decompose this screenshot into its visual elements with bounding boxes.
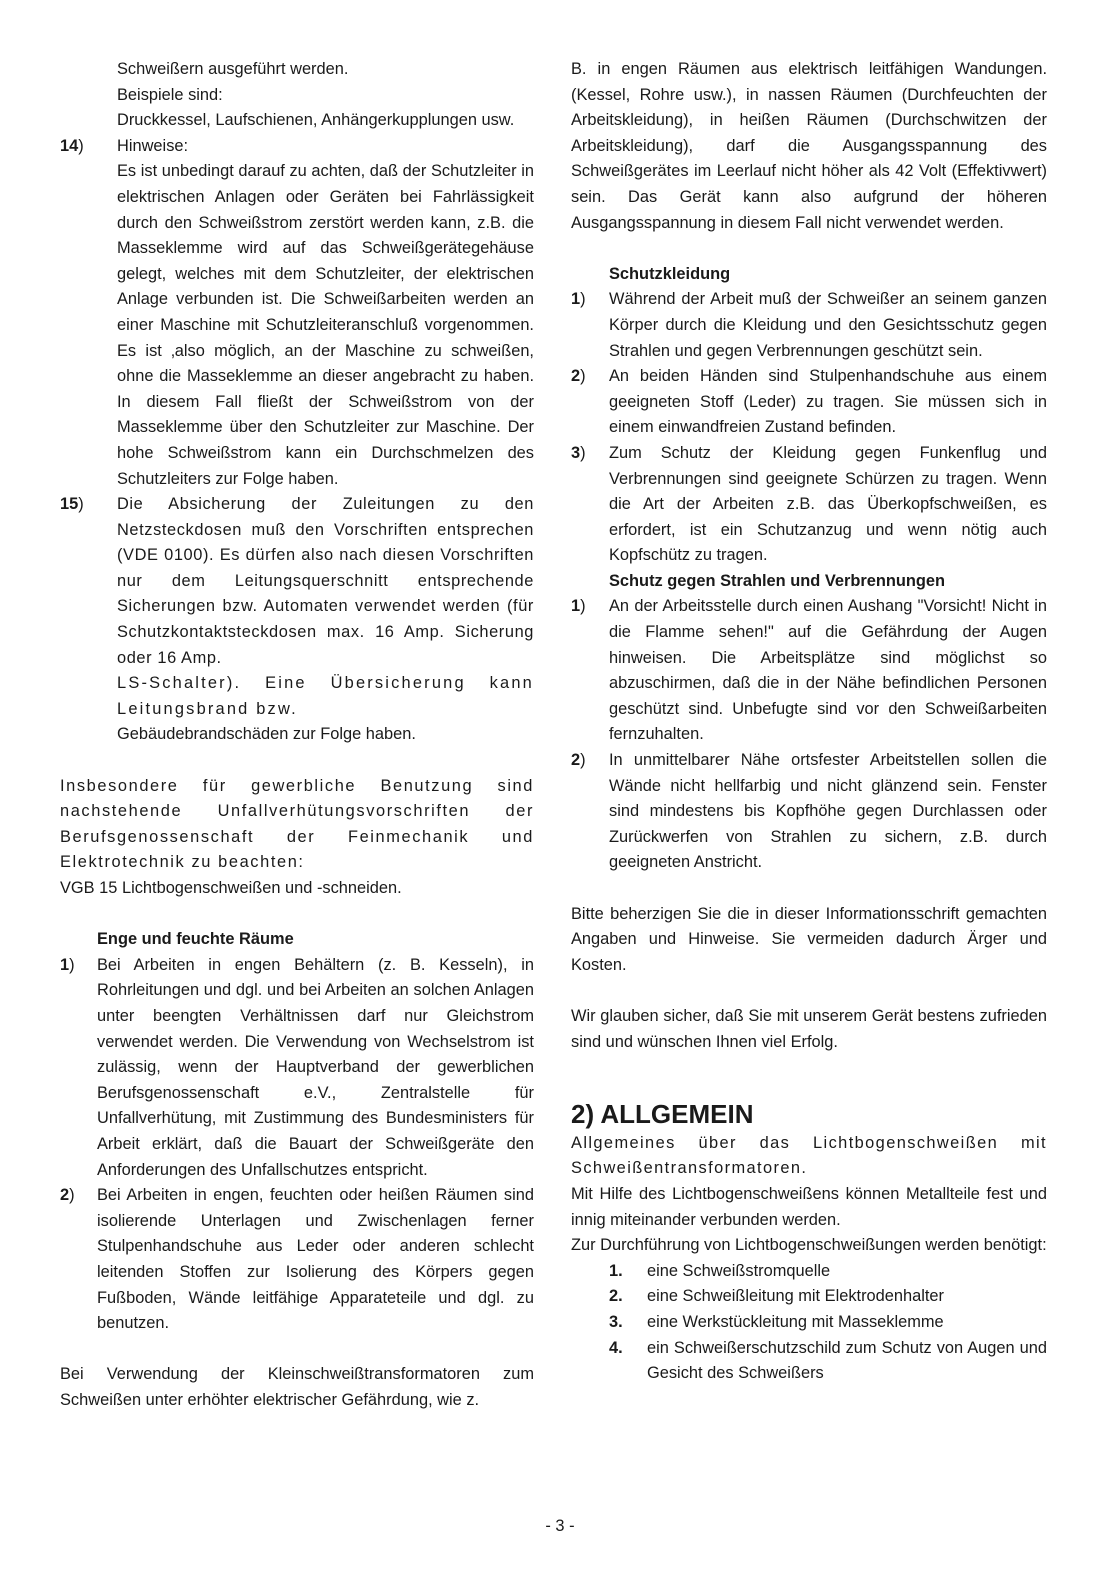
item-text: eine Werkstückleitung mit Masseklemme (647, 1312, 944, 1331)
item-text: In unmittelbarer Nähe ortsfester Arbeitstellen sollen die Wände nicht hellfarbig und nicht glänzend sein. Fenster sind mindestens bis Kopfhöhe gegen Durchlassen oder Zurückwerfen von Strahlen zu sichern, z.B. durch geeigneten Anstricht. (609, 751, 1047, 872)
section-heading: Enge und feuchte Räume (97, 930, 294, 949)
list-item (60, 1183, 534, 1337)
item-text: Gebäudebrandschäden zur Folge haben. (117, 725, 416, 744)
item-text: Bei Arbeiten in engen Behältern (z. B. Kesseln), in Rohrleitungen und dgl. und bei Arbeiten an solchen Anlagen unter beengten Verhältnissen darf nur Gleichstrom verwendet werden. Die Verwendung von Wechselstrom ist zulässig, wenn der Hauptverband der gewerblichen Berufsgenossenschaft e.V., Zentralstelle für Unfallverhütung, mit Zustimmung des Bundesministers für Arbeit erklärt, daß die Bauart der Schweißgeräte den Anforderungen des Unfallschutzes entspricht. (97, 955, 534, 1179)
item-number: 14) (60, 136, 84, 155)
item-number: 3) (571, 443, 586, 462)
paragraph: Wir glauben sicher, daß Sie mit unserem Gerät bestens zufrieden sind und wünschen Ihnen viel Erfolg. (571, 1006, 1047, 1051)
left-column (60, 57, 534, 1413)
list-item (571, 364, 1047, 441)
item-number: 1. (609, 1261, 623, 1280)
section-title: 2) ALLGEMEIN (571, 1098, 754, 1129)
list-item (571, 748, 1047, 876)
paragraph: B. in engen Räumen aus elektrisch leitfähigen Wandungen. (Kessel, Rohre usw.), in nassen Räumen (Durchfeuchten der Arbeitskleidung), in heißen Räumen (Durchschwitzen der Arbeitskleidung), darf die Ausgangsspannung des Schweißgerätes im Leerlauf nicht höher als 42 Volt (Effektivwert) sein. Das Gerät kann also aufgrund der höheren Ausgangsspannung in diesem Fall nicht verwendet werden. (571, 60, 1047, 232)
item-number: 15) (60, 495, 84, 514)
paragraph: VGB 15 Lichtbogenschweißen und -schneiden. (60, 879, 402, 897)
item-number: 2) (571, 367, 586, 386)
item-number: 2) (60, 1186, 75, 1205)
item-text: Es ist unbedingt darauf zu achten, daß der Schutzleiter in elektrischen Anlagen oder Geräten bei Fahrlässigkeit durch den Schweißstrom zerstört werden kann, z.B. die Masseklemme wird auf das Schweißgerätegehäuse gelegt, welches mit dem Schutzleiter, der elektrischen Anlage verbunden ist. Die Schweißarbeiten werden an einer Maschine mit Schutzleiteranschluß vorgenommen. Es ist ‚also möglich, an der Maschine zu schweißen, ohne die Masseklemme an dieser angebracht zu haben. In diesem Fall fließt der Schweißstrom von der Masseklemme über den Schutzleiter zur Maschine. Der hohe Schweißstrom kann ein Durchschmelzen des Schutzleiters zur Folge haben. (117, 162, 534, 488)
item-number: 2. (609, 1287, 623, 1306)
text-line: Schweißern ausgeführt werden. (117, 60, 349, 78)
list-item (571, 441, 1047, 569)
paragraph: Bitte beherzigen Sie die in dieser Informationsschrift gemachten Angaben und Hinweise. Sie vermeiden dadurch Ärger und Kosten. (571, 904, 1047, 974)
item-text: Bei Arbeiten in engen, feuchten oder heißen Räumen sind isolierende Unterlagen und Zwischenlagen ferner Stulpenhandschuhe aus Leder oder anderen schlecht leitenden Stoffen zur Isolierung des Körpers gegen Fußboden, Wände leitfähige Apparateteile und dgl. zu benutzen. (97, 1186, 534, 1333)
item-number: 1) (60, 955, 75, 974)
item-label: Hinweise: (117, 136, 189, 155)
item-text: An der Arbeitsstelle durch einen Aushang "Vorsicht! Nicht in die Flamme sehen!" auf die Gefährdung der Augen hinweisen. Die Arbeitsplätze sind möglichst so abzuschirmen, daß die in der Nähe befindlichen Personen geschützt sind. Unbefugte sind vor den Schweißarbeiten fernzuhalten. (609, 597, 1047, 744)
paragraph: Zur Durchführung von Lichtbogenschweißungen werden benötigt: (571, 1236, 1047, 1255)
item-text: Zum Schutz der Kleidung gegen Funkenflug und Verbrennungen sind geeignete Schürzen zu tragen. Wenn die Art der Arbeiten z.B. das Überkopfschweißen, es erfordert, ist ein Schutzanzug und wenn nötig auch Kopfschütz zu tragen. (609, 443, 1047, 565)
item-text: Während der Arbeit muß der Schweißer an seinem ganzen Körper durch die Kleidung und den Gesichtsschutz gegen Strahlen und gegen Verbrennungen geschützt sein. (609, 290, 1047, 360)
paragraph: Mit Hilfe des Lichtbogenschweißens können Metallteile fest und innig miteinander verbunden werden. (571, 1184, 1047, 1229)
item-text: eine Schweißleitung mit Elektrodenhalter (647, 1287, 945, 1306)
section-heading: Schutzkleidung (609, 264, 731, 283)
right-column (571, 57, 1047, 1387)
item-number: 4. (609, 1338, 623, 1357)
list-item-15 (60, 492, 534, 748)
page-number: - 3 - (545, 1517, 575, 1535)
item-number: 1) (571, 597, 586, 616)
item-number: 1) (571, 290, 586, 309)
item-text: An beiden Händen sind Stulpenhandschuhe aus einem geeigneten Stoff (Leder) zu tragen. Sie müssen sich in einem einwandfreien Zustand befinden. (609, 367, 1047, 437)
item-number: 3. (609, 1312, 623, 1331)
item-number: 2) (571, 751, 586, 770)
paragraph: Allgemeines über das Lichtbogenschweißen mit Schweißentransformatoren. (571, 1133, 1047, 1178)
paragraph: Insbesondere für gewerbliche Benutzung sind nachstehende Unfallverhütungsvorschriften der Berufsgenossenschaft der Feinmechanik und Elektrotechnik zu beachten: (60, 776, 534, 872)
section-heading: Schutz gegen Strahlen und Verbrennungen (609, 571, 946, 590)
list-item (571, 1259, 1047, 1285)
text-line: Druckkessel, Laufschienen, Anhängerkupplungen usw. (117, 111, 515, 130)
text-line: Beispiele sind: (117, 85, 223, 104)
list-item (571, 1336, 1047, 1387)
requirements-list (571, 1259, 1047, 1387)
list-item-14 (60, 134, 534, 492)
paragraph: Bei Verwendung der Kleinschweißtransformatoren zum Schweißen unter erhöhter elektrischer Gefährdung, wie z. (60, 1365, 534, 1409)
list-item (571, 287, 1047, 364)
item-text: LS-Schalter). Eine Übersicherung kann Leitungsbrand bzw. (117, 674, 534, 718)
list-item (60, 953, 534, 1183)
list-item (571, 594, 1047, 748)
list-item (571, 1284, 1047, 1310)
item-text: ein Schweißerschutzschild zum Schutz von Augen und Gesicht des Schweißers (647, 1338, 1047, 1383)
item-text: Die Absicherung der Zuleitungen zu den Netzsteckdosen muß den Vorschriften entsprechen (VDE 0100). Es dürfen also nach diesen Vorschriften nur dem Leitungsquerschnitt entsprechende Sicherungen bzw. Automaten verwendet werden (für Schutzkontaktsteckdosen max. 16 Amp. Sicherung oder 16 Amp. (117, 495, 534, 667)
item-text: eine Schweißstromquelle (647, 1261, 831, 1280)
list-item (571, 1310, 1047, 1336)
